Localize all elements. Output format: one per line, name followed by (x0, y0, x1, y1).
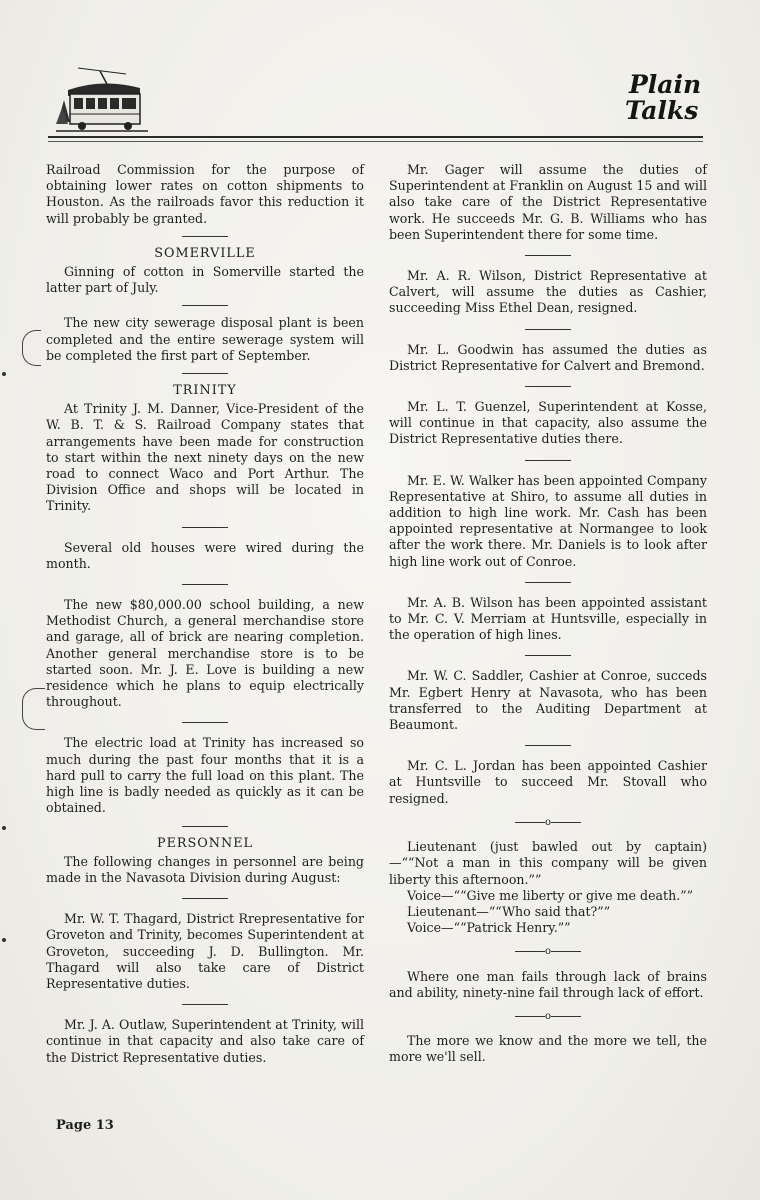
separator (525, 255, 571, 256)
joke-line: Voice—““Give me liberty or give me death.”” (407, 887, 694, 903)
paragraph: At Trinity J. M. Danner, Vice-President of the W. B. T. & S. Railroad Company states that arrangements have been made for construction to start within the next ninety days on the new road to connect Waco and Port Arthur. The Division Office and shops will be located in Trinity. (46, 401, 364, 514)
joke-line: Lieutenant (just bawled out by captain)—““Not a man in this company will be given liberty this afternoon.”” (389, 839, 707, 887)
left-column (46, 162, 364, 1066)
quote-paragraph: Where one man fails through lack of brains and ability, ninety-nine fail through lack of effort. (389, 968, 707, 1000)
quote-paragraph: The more we know and the more we tell, the more we'll sell. (389, 1033, 707, 1065)
separator (182, 305, 228, 306)
separator (182, 373, 228, 374)
paragraph: The new city sewerage disposal plant is been completed and the entire sewerage system will be completed the first part of September. (46, 315, 364, 363)
paragraph: Mr. A. B. Wilson has been appointed assistant to Mr. C. V. Merriam at Huntsville, especially in the operation of high lines. (389, 594, 707, 643)
paragraph: The following changes in personnel are being made in the Navasota Division during August: (46, 853, 364, 885)
joke-line: Lieutenant—““Who said that?”” (407, 903, 611, 919)
trolley-car-icon (56, 64, 148, 136)
ornament-divider (389, 815, 707, 831)
intro-paragraph: Railroad Commission for the purpose of obtaining lower rates on cotton shipments to Houston. As the railroads favor this reduction it will probably be granted. (46, 162, 364, 226)
separator (182, 722, 228, 723)
paragraph: Mr. A. R. Wilson, District Representative at Calvert, will assume the duties as Cashier, succeeding Miss Ethel Dean, resigned. (389, 268, 707, 316)
paragraph: Mr. C. L. Jordan has been appointed Cashier at Huntsville to succeed Mr. Stovall who resigned. (389, 758, 707, 806)
ornament-glyph: o (544, 816, 552, 828)
separator (182, 898, 228, 899)
masthead-line2: Talks (625, 96, 699, 125)
paragraph: Ginning of cotton in Somerville started the latter part of July. (46, 264, 364, 296)
masthead-logo (623, 72, 703, 124)
separator (525, 329, 571, 330)
ornament-divider (389, 944, 707, 960)
separator (182, 826, 228, 827)
paragraph: Mr. Gager will assume the duties of Superintendent at Franklin on August 15 and will also take care of the District Representative work. He succeeds Mr. G. B. Williams who has been Superintendent there for some time. (389, 162, 707, 242)
paragraph: Mr. L. T. Guenzel, Superintendent at Kosse, will continue in that capacity, also assume the District Representative duties there. (389, 399, 707, 447)
margin-bracket-mark (22, 688, 45, 730)
ornament-divider (389, 1009, 707, 1025)
section-heading-somerville: SOMERVILLE (154, 245, 256, 261)
paragraph: The electric load at Trinity has increased so much during the past four months that it is a hard pull to carry the full load on this plant. The high line is badly needed as quickly as it can be obtained. (46, 735, 364, 816)
separator (182, 527, 228, 528)
paragraph: Mr. J. A. Outlaw, Superintendent at Trinity, will continue in that capacity and also take care of the District Representative duties. (46, 1017, 364, 1065)
paragraph: Mr. E. W. Walker has been appointed Company Representative at Shiro, to assume all duties in addition to high line work. Mr. Cash has been appointed representative at Normangee to look after the work there. Mr. Daniels is to look after high line work out of Conroe. (389, 472, 707, 569)
paragraph: Mr. W. T. Thagard, District Rrepresentative for Groveton and Trinity, becomes Superintendent at Groveton, succeeding J. D. Bullington. Mr. Thagard will also take care of District Representative duties. (46, 911, 364, 991)
scan-speck (2, 372, 6, 376)
masthead-line1: Plain (629, 70, 702, 99)
separator (525, 386, 571, 387)
section-heading-trinity: TRINITY (173, 383, 237, 399)
header-rule-thin (48, 141, 703, 142)
scan-speck (2, 938, 6, 942)
separator (182, 236, 228, 237)
separator (182, 1004, 228, 1005)
scan-speck (2, 826, 6, 830)
header (48, 58, 703, 148)
separator (525, 460, 571, 461)
joke-dialog (389, 839, 707, 936)
margin-bracket-mark (22, 330, 41, 366)
section-heading-personnel: PERSONNEL (156, 835, 254, 851)
paragraph: Several old houses were wired during the month. (46, 539, 364, 571)
separator (525, 582, 571, 583)
page-number: Page 13 (56, 1118, 114, 1133)
joke-line: Voice—““Patrick Henry.”” (407, 920, 571, 936)
ornament-glyph: o (544, 1010, 552, 1022)
paragraph: Mr. W. C. Saddler, Cashier at Conroe, succeds Mr. Egbert Henry at Navasota, who has been transferred to the Auditing Department at Beaumont. (389, 668, 707, 733)
header-rule (48, 136, 703, 138)
paragraph: Mr. L. Goodwin has assumed the duties as District Representative for Calvert and Bremond. (389, 341, 707, 373)
paragraph: The new $80,000.00 school building, a new Methodist Church, a general merchandise store and garage, all of brick are nearing completion. Another general merchandise store is to be started soon. Mr. J. E. Love is building a new residence which he plans to equip electrically throughout. (46, 597, 364, 710)
separator (525, 655, 571, 656)
ornament-glyph: o (544, 946, 552, 958)
right-column (389, 162, 707, 1066)
separator (182, 584, 228, 585)
separator (525, 745, 571, 746)
